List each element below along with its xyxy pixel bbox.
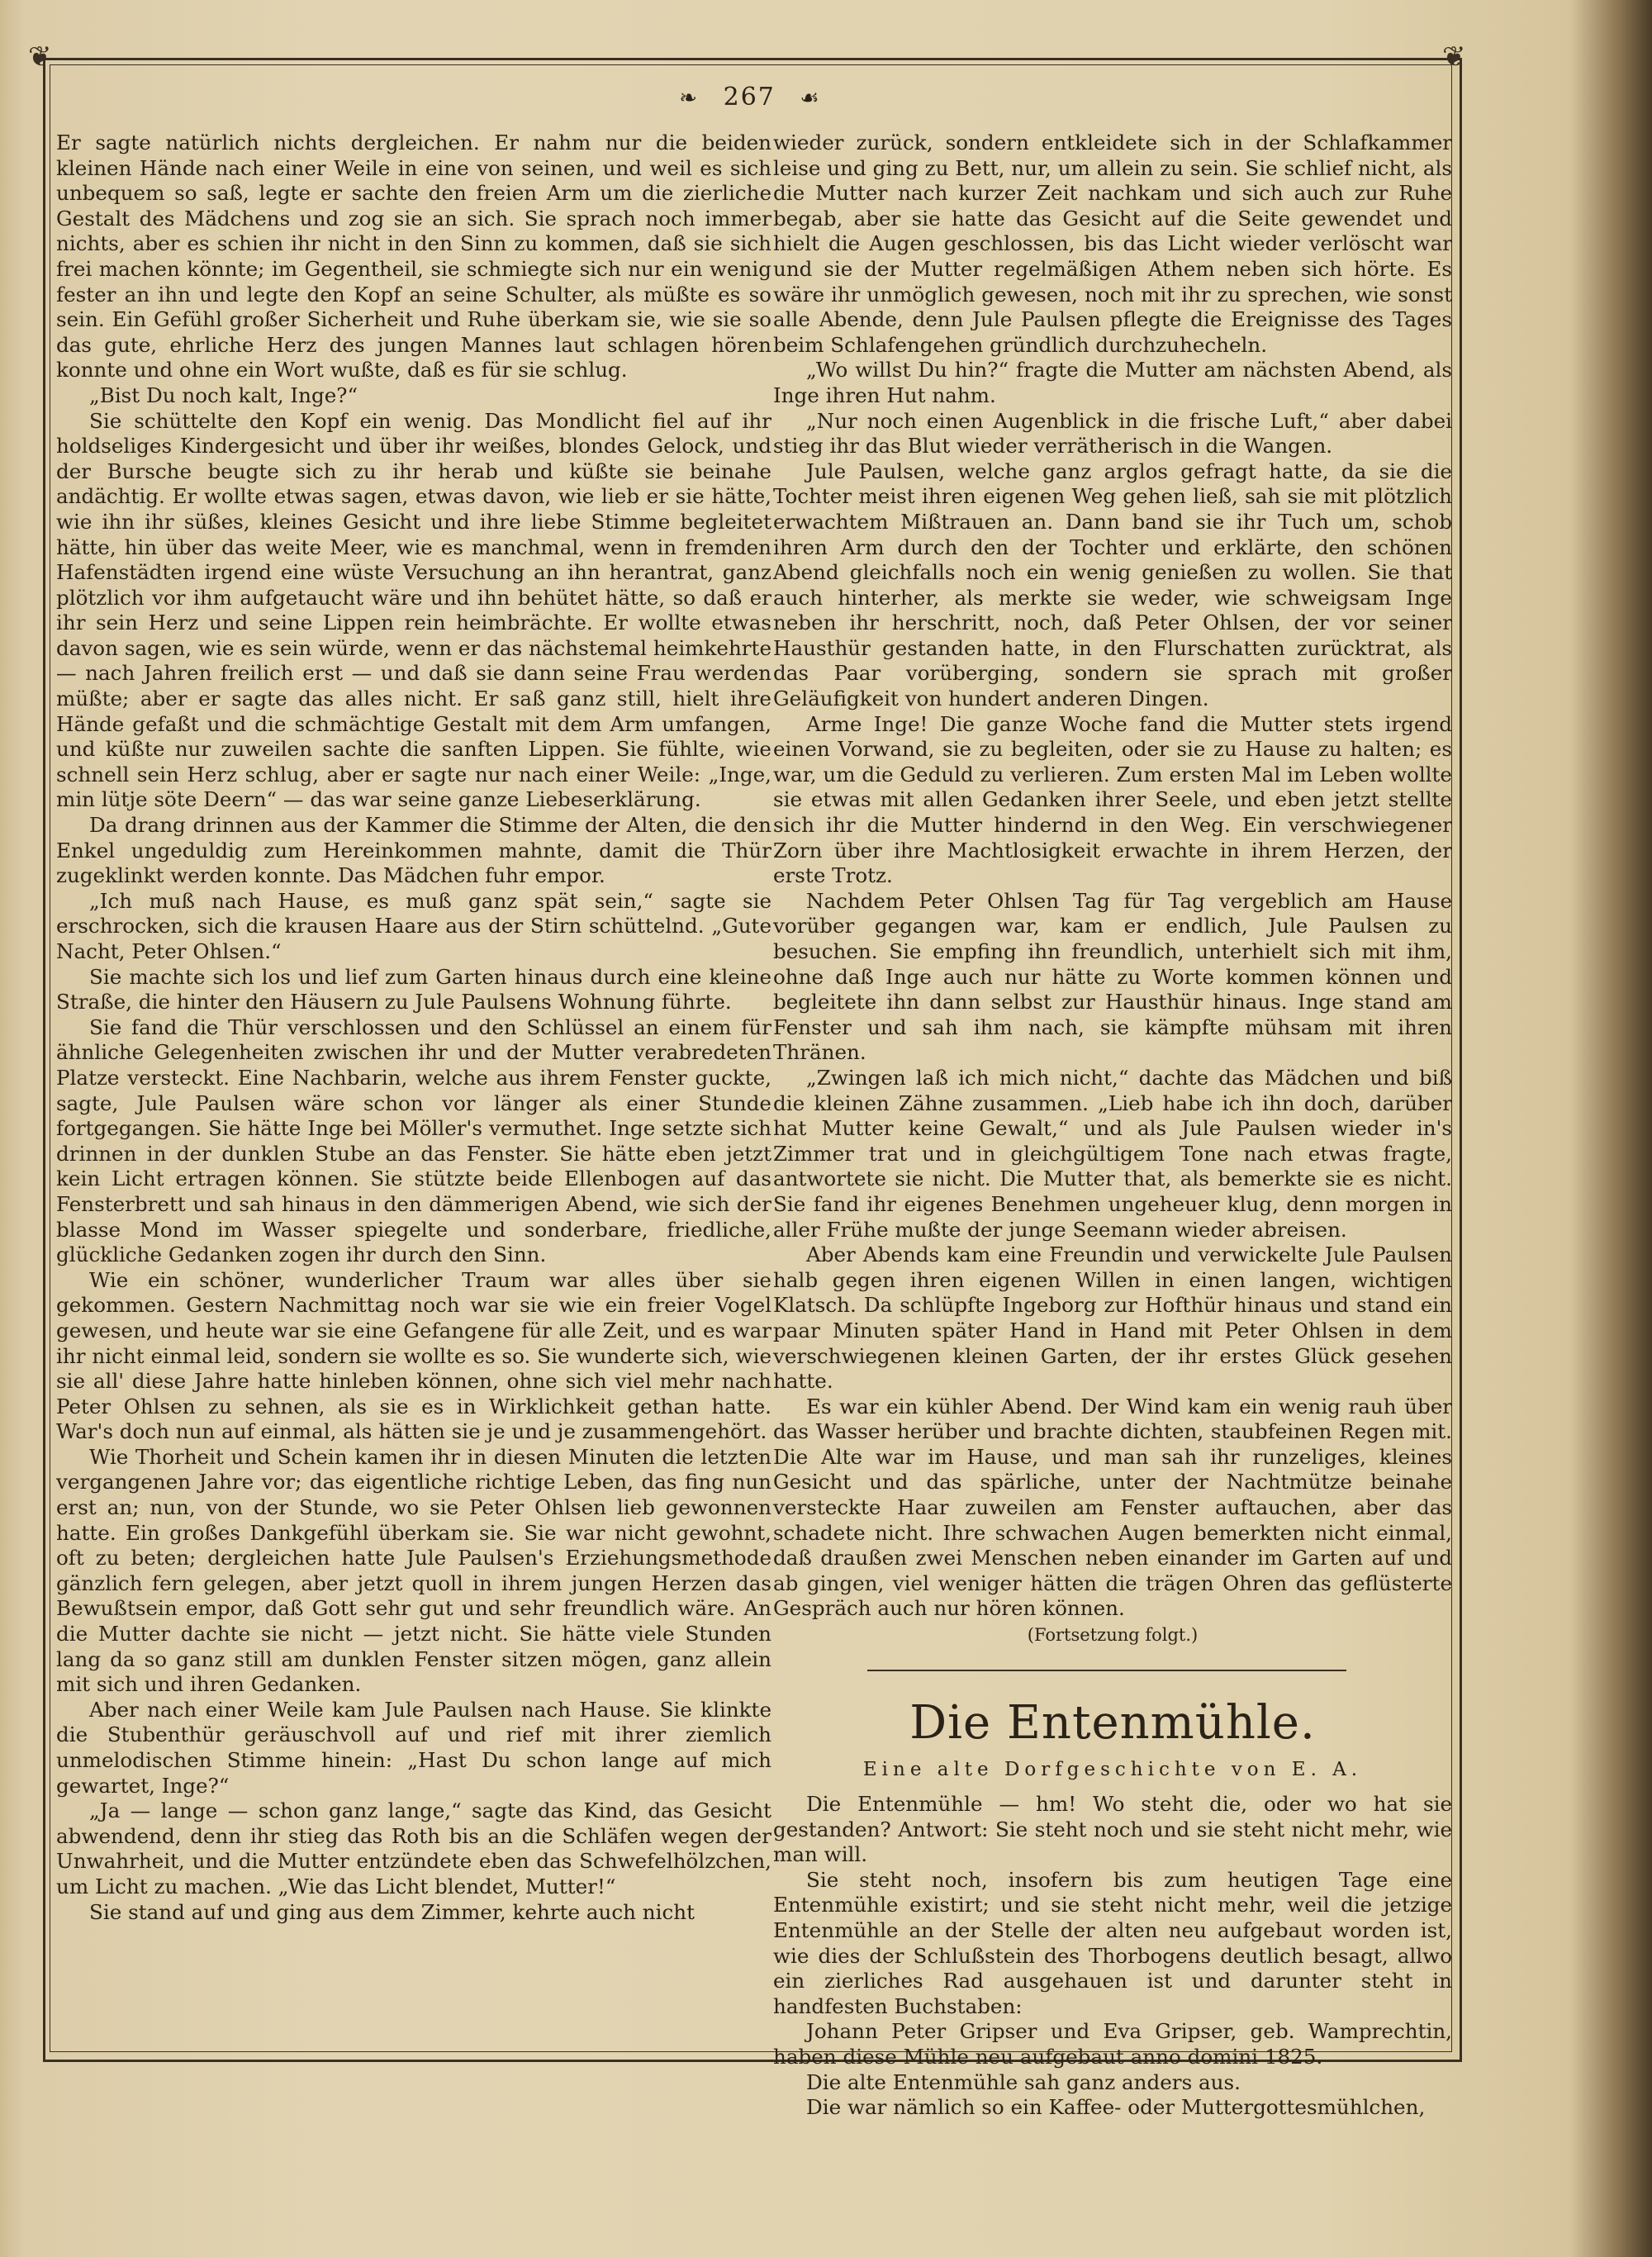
paragraph: Johann Peter Gripser und Eva Gripser, geb. Wamprechtin, haben diese Mühle neu aufgebaut anno domini 1825. <box>773 2019 1452 2069</box>
header-ornament-left-icon: ❧ <box>679 86 700 111</box>
paragraph: Aber nach einer Weile kam Jule Paulsen nach Hause. Sie klinkte die Stubenthür geräuschvoll auf und rief mit ihrer ziemlich unmelodischen Stimme hinein: „Hast Du schon lange auf mich gewartet, Inge?“ <box>56 1697 771 1798</box>
paragraph: Sie machte sich los und lief zum Garten hinaus durch eine kleine Straße, die hinter den Häusern zu Jule Paulsens Wohnung führte. <box>56 964 771 1014</box>
paragraph: Wie Thorheit und Schein kamen ihr in diesen Minuten die letzten vergangenen Jahre vor; das eigentliche richtige Leben, das fing nun erst an; nun, von der Stunde, wo sie Peter Ohlsen lieb gewonnen hatte. Ein großes Dankgefühl überkam sie. Sie war nicht gewohnt, oft zu beten; dergleichen hatte Jule Paulsen's Erziehungsmethode gänzlich fern gelegen, aber jetzt quoll in ihrem jungen Herzen das Bewußtsein empor, daß Gott sehr gut und sehr freundlich wäre. An die Mutter dachte sie nicht — jetzt nicht. Sie hätte viele Stunden lang da so ganz still am dunklen Fenster sitzen mögen, ganz allein mit sich und ihren Gedanken. <box>56 1444 771 1697</box>
header-ornament-right-icon: ☙ <box>800 86 821 111</box>
paragraph: „Bist Du noch kalt, Inge?“ <box>89 383 358 407</box>
paragraph: Die Entenmühle — hm! Wo steht die, oder wo hat sie gestanden? Antwort: Sie steht noch und sie steht nicht mehr, wie man will. <box>773 1792 1452 1867</box>
paragraph: Die war nämlich so ein Kaffee- oder Muttergottesmühlchen, <box>806 2095 1426 2120</box>
paragraph: Nachdem Peter Ohlsen Tag für Tag vergeblich am Hause vorüber gegangen war, kam er endlich, Jule Paulsen zu besuchen. Sie empfing ihn freundlich, unterhielt sich mit ihm, ohne daß Inge auch nur hätte zu Worte kommen können und begleitete ihn dann selbst zur Hausthür hinaus. Inge stand am Fenster und sah ihm nach, sie kämpfte mühsam mit ihren Thränen. <box>773 888 1452 1065</box>
paragraph: Die alte Entenmühle sah ganz anders aus. <box>806 2069 1241 2094</box>
paragraph: Sie fand die Thür verschlossen und den Schlüssel an einem für ähnliche Gelegenheiten zwischen ihr und der Mutter verabredeten Platze versteckt. Eine Nachbarin, welche aus ihrem Fenster guckte, sagte, Jule Paulsen wäre schon vor länger als einer Stunde fortgegangen. Sie hätte Inge bei Möller's vermuthet. Inge setzte sich drinnen in der dunklen Stube an das Fenster. Sie hätte eben jetzt kein Licht ertragen können. Sie stützte beide Ellenbogen auf das Fensterbrett und sah hinaus in den dämmerigen Abend, wie sich der blasse Mond im Wasser spiegelte und sonderbare, friedliche, glückliche Gedanken zogen ihr durch den Sinn. <box>56 1014 771 1267</box>
paragraph: wieder zurück, sondern entkleidete sich in der Schlafkammer leise und ging zu Bett, nur, um allein zu sein. Sie schlief nicht, als die Mutter nach kurzer Zeit nachkam und sich auch zur Ruhe begab, aber sie hatte das Gesicht auf die Seite gewendet und hielt die Augen geschlossen, bis das Licht wieder verlöscht war und sie der Mutter regelmäßigen Athem neben sich hörte. Es wäre ihr unmöglich gewesen, noch mit ihr zu sprechen, wie sonst alle Abende, denn Jule Paulsen pflegte die Ereignisse des Tages beim Schlafengehen gründlich durchzuhecheln. <box>773 131 1452 357</box>
story-body <box>773 1792 1452 2121</box>
page-header <box>0 83 1500 112</box>
paragraph: Arme Inge! Die ganze Woche fand die Mutter stets irgend einen Vorwand, sie zu begleiten, oder sie zu Hause zu halten; es war, um die Geduld zu verlieren. Zum ersten Mal im Leben wollte sie etwas mit allen Gedanken ihrer Seele, und eben jetzt stellte sich ihr die Mutter hindernd in den Weg. Ein verschwiegener Zorn über ihre Machtlosigkeit erwachte in ihrem Herzen, der erste Trotz. <box>773 711 1452 888</box>
continuation-note: (Fortsetzung folgt.) <box>1027 1625 1199 1645</box>
page-number: 267 <box>723 83 776 112</box>
story-subtitle: Eine alte Dorfgeschichte von E. A. <box>862 1759 1363 1780</box>
paragraph: Sie steht noch, insofern bis zum heutigen Tage eine Entenmühle existirt; und sie steht nicht mehr, weil die jetzige Entenmühle an der Stelle der alten neu aufgebaut worden ist, wie dies der Schlußstein des Thorbogens deutlich besagt, allwo ein zierliches Rad ausgehauen ist und darunter steht in handfesten Buchstaben: <box>773 1867 1452 2018</box>
right-column <box>773 131 1452 1622</box>
paragraph: Wie ein schöner, wunderlicher Traum war alles über sie gekommen. Gestern Nachmittag noch war sie wie ein freier Vogel gewesen, und heute war sie eine Gefangene für alle Zeit, und es war ihr nicht einmal leid, sondern sie wollte es so. Sie wunderte sich, wie sie all' diese Jahre hatte hinleben können, ohne sich viel mehr nach Peter Ohlsen zu sehnen, als sie es in Wirklichkeit gethan hatte. War's doch nun auf einmal, als hätten sie je und je zusammengehört. <box>56 1267 771 1444</box>
paragraph: „Ich muß nach Hause, es muß ganz spät sein,“ sagte sie erschrocken, sich die krausen Haare aus der Stirn schüttelnd. „Gute Nacht, Peter Ohlsen.“ <box>56 888 771 963</box>
corner-ornament-icon: ❦ <box>28 40 52 74</box>
paragraph: Da drang drinnen aus der Kammer die Stimme der Alten, die den Enkel ungeduldig zum Hereinkommen mahnte, damit die Thür zugeklinkt werden konnte. Das Mädchen fuhr empor. <box>56 813 771 888</box>
paragraph: Es war ein kühler Abend. Der Wind kam ein wenig rauh über das Wasser herüber und brachte dichten, staubfeinen Regen mit. Die Alte war im Hause, und man sah ihr runzeliges, kleines Gesicht und das spärliche, unter der Nachtmütze beinahe versteckte Haar zuweilen am Fenster auftauchen, aber das schadete nicht. Ihre schwachen Augen bemerkten nicht einmal, daß draußen zwei Menschen neben einander im Garten auf und ab gingen, viel weniger hätten die trägen Ohren das geflüsterte Gespräch auch nur hören können. <box>773 1394 1452 1621</box>
left-column <box>56 131 771 1925</box>
paragraph: Sie stand auf und ging aus dem Zimmer, kehrte auch nicht <box>89 1899 695 1924</box>
paragraph: „Zwingen laß ich mich nicht,“ dachte das Mädchen und biß die kleinen Zähne zusammen. „Lieb habe ich ihn doch, darüber hat Mutter keine Gewalt,“ und als Jule Paulsen wieder in's Zimmer trat und in gleichgültigem Tone nach etwas fragte, antwortete sie nicht. Die Mutter that, als bemerkte sie es nicht. Sie fand ihr eigenes Benehmen ungeheuer klug, denn morgen in aller Frühe mußte der junge Seemann wieder abreisen. <box>773 1065 1452 1242</box>
paragraph: Sie schüttelte den Kopf ein wenig. Das Mondlicht fiel auf ihr holdseliges Kindergesicht und über ihr weißes, blondes Gelock, und der Bursche beugte sich zu ihr herab und küßte sie beinahe andächtig. Er wollte etwas sagen, etwas davon, wie lieb er sie hätte, wie ihn ihr süßes, kleines Gesicht und ihre liebe Stimme begleitet hätte, hin über das weite Meer, wie es manchmal, wenn in fremden Hafenstädten irgend eine wüste Versuchung an ihn herantrat, ganz plötzlich vor ihm aufgetaucht wäre und ihn behütet hätte, so daß er ihr sein Herz und seine Lippen rein heimbrächte. Er wollte etwas davon sagen, wie es sein würde, wenn er das nächstemal heimkehrte — nach Jahren freilich erst — und daß sie dann seine Frau werden müßte; aber er sagte das alles nicht. Er saß ganz still, hielt ihre Hände gefaßt und die schmächtige Gestalt mit dem Arm umfangen, und küßte nur zuweilen sachte die sanften Lippen. Sie fühlte, wie schnell sein Herz schlug, aber er sagte nur nach einer Weile: „Inge, min lütje söte Deern“ — das war seine ganze Liebeserklärung. <box>56 408 771 812</box>
story-title: Die Entenmühle. <box>909 1696 1316 1750</box>
section-divider <box>867 1670 1346 1671</box>
corner-ornament-icon: ❦ <box>1442 40 1466 74</box>
paragraph: Er sagte natürlich nichts dergleichen. Er nahm nur die beiden kleinen Hände nach einer Weile in eine von seinen, und weil es sich unbequem so saß, legte er sachte den freien Arm um die zierliche Gestalt des Mädchens und zog sie an sich. Sie sprach noch immer nichts, aber es schien ihr nicht in den Sinn zu kommen, daß sie sich frei machen könnte; im Gegentheil, sie schmiegte sich nur ein wenig fester an ihn und legte den Kopf an seine Schulter, als müßte es so sein. Ein Gefühl großer Sicherheit und Ruhe überkam sie, wie sie so das gute, ehrliche Herz des jungen Mannes laut schlagen hören konnte und ohne ein Wort wußte, daß es für sie schlug. <box>56 131 771 383</box>
paragraph: „Wo willst Du hin?“ fragte die Mutter am nächsten Abend, als Inge ihren Hut nahm. <box>773 358 1452 407</box>
paragraph: Jule Paulsen, welche ganz arglos gefragt hatte, da sie die Tochter meist ihren eigenen Weg gehen ließ, sah sie mit plötzlich erwachtem Mißtrauen an. Dann band sie ihr Tuch um, schob ihren Arm durch den der Tochter und erklärte, den schönen Abend gleichfalls noch ein wenig genießen zu wollen. Sie that auch hinterher, als merkte sie weder, wie schweigsam Inge neben ihr herschritt, noch, daß Peter Ohlsen, der vor seiner Hausthür gestanden hatte, in den Flurschatten zurücktrat, als das Paar vorüberging, sondern sie sprach mit großer Geläufigkeit von hundert anderen Dingen. <box>773 459 1452 711</box>
paragraph: „Nur noch einen Augenblick in die frische Luft,“ aber dabei stieg ihr das Blut wieder verrätherisch in die Wangen. <box>773 408 1452 459</box>
paragraph: „Ja — lange — schon ganz lange,“ sagte das Kind, das Gesicht abwendend, denn ihr stieg das Roth bis an die Schläfen wegen der Unwahrheit, und die Mutter entzündete eben das Schwefelhölzchen, um Licht zu machen. „Wie das Licht blendet, Mutter!“ <box>56 1798 771 1898</box>
paragraph: Aber Abends kam eine Freundin und verwickelte Jule Paulsen halb gegen ihren eigenen Willen in einen langen, wichtigen Klatsch. Da schlüpfte Ingeborg zur Hofthür hinaus und stand ein paar Minuten später Hand in Hand mit Peter Ohlsen in dem verschwiegenen kleinen Garten, der ihr erstes Glück gesehen hatte. <box>773 1243 1452 1394</box>
